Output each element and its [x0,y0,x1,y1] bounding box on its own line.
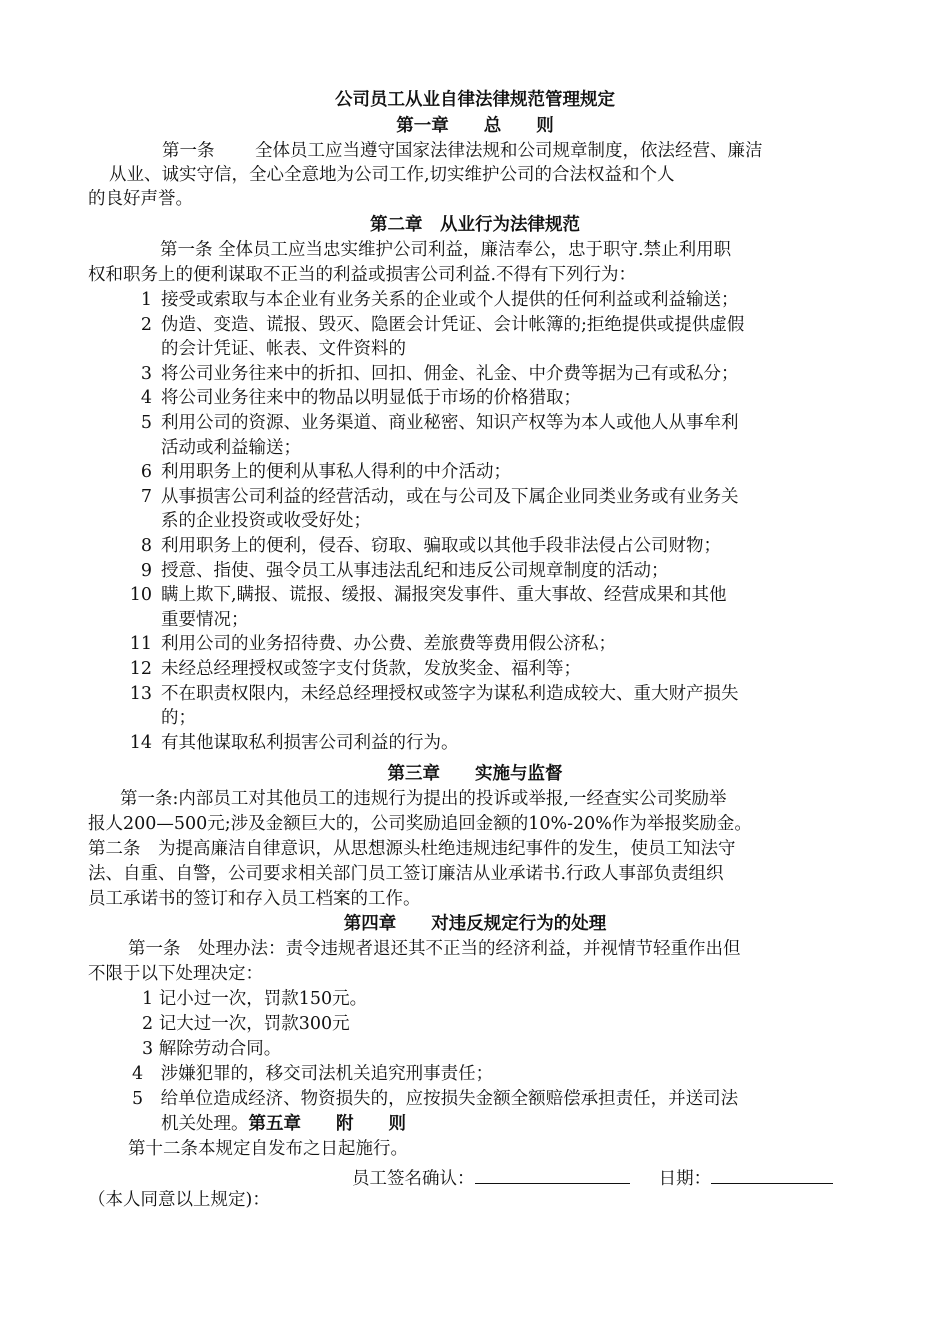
item-number: 14 [129,732,152,753]
chapter-1-heading: 第一章 总 则 [396,116,554,136]
item-text: 利用公司的业务招待费、办公费、差旅费等费用假公济私； [161,634,616,655]
item-text: 将公司业务往来中的折扣、回扣、佣金、礼金、中介费等据为己有或私分； [161,363,739,384]
item-text: 有其他谋取私利损害公司利益的行为。 [161,732,459,753]
chapter-3-line: 法、自重、自警，公司要求相关部门员工签订廉洁从业承诺书.行政人事部负责组织 [88,864,724,884]
signature-field[interactable] [475,1167,630,1184]
consent-note: （本人同意以上规定)： [88,1190,270,1210]
chapter-2-intro-line: 第一条 全体员工应当忠实维护公司利益，廉洁奉公，忠于职守.禁止利用职 [160,240,732,260]
penalty-item-continuation: 机关处理。第五章 附 则 [161,1114,406,1134]
penalty-item: 1 记小过一次，罚款150元。 [142,989,368,1009]
item-number: 7 [140,486,152,507]
item-number: 12 [129,659,152,679]
item-text-continuation: 的会计凭证、帐表、文件资料的 [161,339,406,360]
penalty-item: 4 涉嫌犯罪的，移交司法机关追究刑事责任； [132,1064,494,1084]
item-number: 3 [140,363,152,384]
item-number: 9 [140,560,152,581]
chapter-4-intro-line: 第一条 处理办法：责令违规者退还其不正当的经济利益，并视情节轻重作出但 [128,939,741,959]
item-text: 未经总经理授权或签字支付货款，发放奖金、福利等； [161,659,581,679]
item-number: 8 [140,536,152,556]
chapter-1-article-1-label: 第一条 [162,141,215,161]
item-text: 伪造、变造、谎报、毁灭、隐匿会计凭证、会计帐簿的;拒绝提供或提供虚假 [161,314,745,335]
chapter-1-article-1-line: 的良好声誉。 [88,189,193,209]
item-text: 利用职务上的便利从事私人得利的中介活动； [161,462,511,483]
chapter-3-line: 第一条:内部员工对其他员工的违规行为提出的投诉或举报,一经查实公司奖励举 [120,789,727,809]
item-number: 6 [140,462,152,483]
penalty-item: 3 解除劳动合同。 [142,1039,282,1059]
item-text-continuation: 重要情况； [161,609,249,630]
item-text: 授意、指使、强令员工从事违法乱纪和违反公司规章制度的活动； [161,560,669,581]
chapter-4-intro-line: 不限于以下处理决定： [88,964,263,984]
item-text: 从事损害公司利益的经营活动，或在与公司及下属企业同类业务或有业务关 [161,486,739,507]
item-number: 10 [129,585,152,606]
chapter-2-intro-line: 权和职务上的便利谋取不正当的利益或损害公司利益.不得有下列行为： [88,265,637,285]
chapter-3-heading: 第三章 实施与监督 [387,764,563,784]
item-text: 不在职责权限内，未经总经理授权或签字为谋私利造成较大、重大财产损失 [161,683,739,704]
penalty-item: 5 给单位造成经济、物资损失的，应按损失金额全额赔偿承担责任，并送司法 [132,1089,739,1109]
chapter-3-line: 报人200—500元;涉及金额巨大的，公司奖励追回金额的10%-20%作为举报奖励金。 [88,814,752,834]
chapter-5-article: 第十二条本规定自发布之日起施行。 [128,1139,408,1159]
chapter-4-heading: 第四章 对违反规定行为的处理 [343,914,607,934]
item-number: 13 [129,683,152,704]
item-text: 利用公司的资源、业务渠道、商业秘密、知识产权等为本人或他人从事牟利 [161,413,739,433]
chapter-2-heading: 第二章 从业行为法律规范 [370,215,580,235]
signature-label: 员工签名确认： [352,1169,475,1189]
item-number: 2 [140,314,152,335]
item-text: 利用职务上的便利，侵吞、窃取、骗取或以其他手段非法侵占公司财物； [161,536,721,556]
item-text-continuation: 的； [161,708,196,729]
document-title: 公司员工从业自律法律规范管理规定 [335,90,615,110]
item-text: 瞒上欺下,瞒报、谎报、缓报、漏报突发事件、重大事故、经营成果和其他 [161,585,727,606]
chapter-5-heading: 第五章 附 则 [248,1114,406,1134]
item-text: 接受或索取与本企业有业务关系的企业或个人提供的任何利益或利益输送； [161,290,739,310]
chapter-3-line: 员工承诺书的签订和存入员工档案的工作。 [88,889,421,909]
penalty-item: 2 记大过一次，罚款300元 [142,1014,350,1034]
date-field[interactable] [711,1167,833,1184]
chapter-1-article-1-line: 从业、诚实守信，全心全意地为公司工作,切实维护公司的合法权益和个人 [109,165,675,185]
item-text-continuation: 活动或利益输送； [161,437,301,458]
chapter-3-line: 第二条 为提高廉洁自律意识，从思想源头杜绝违规违纪事件的发生，使员工知法守 [88,839,736,859]
date-label: 日期： [658,1169,712,1189]
signature-row [352,1167,833,1189]
item-text-continuation: 系的企业投资或收受好处； [161,511,371,532]
item-number: 4 [140,388,152,409]
item-number: 5 [140,413,152,433]
item-text: 将公司业务往来中的物品以明显低于市场的价格猎取； [161,388,581,409]
item-number: 11 [129,634,152,655]
item-number: 1 [140,290,152,310]
chapter-1-article-1-line: 全体员工应当遵守国家法律法规和公司规章制度，依法经营、廉洁 [255,141,763,161]
